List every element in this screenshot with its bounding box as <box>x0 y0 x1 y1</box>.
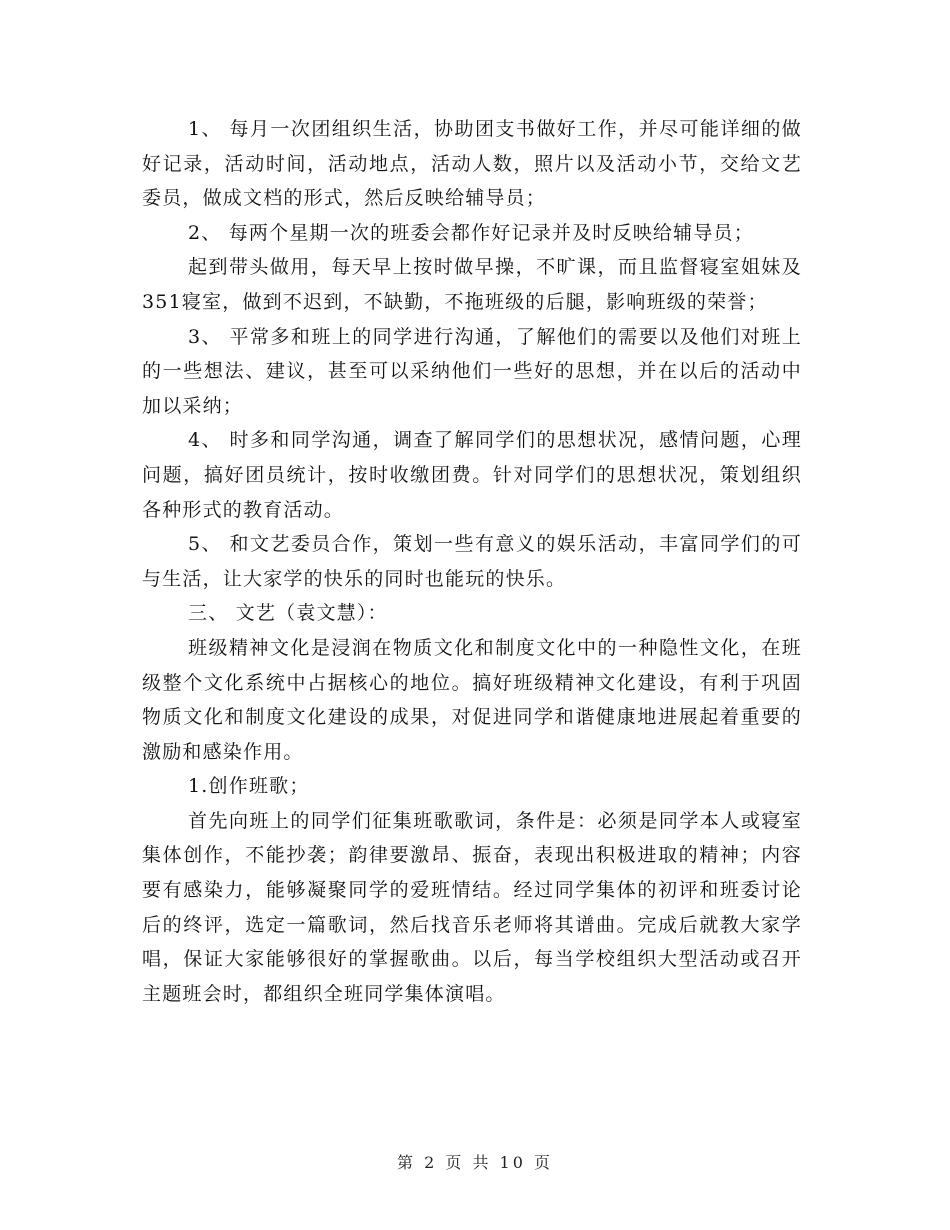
paragraph-5: 4、 时多和同学沟通，调查了解同学们的思想状况，感情问题，心理问题，搞好团员统计，按时收缴团费。针对同学们的思想状况，策划组织各种形式的教育活动。 <box>142 429 802 521</box>
subheading-class-song: 1.创作班歌； <box>188 775 310 798</box>
document-body <box>142 112 802 1011</box>
paragraph-3: 起到带头做用，每天早上按时做早操，不旷课，而且监督寝室姐妹及351寝室，做到不迟到，不缺勤，不拖班级的后腿，影响班级的荣誉； <box>142 256 802 313</box>
page-footer: 第 2 页 共 10 页 <box>397 1153 553 1172</box>
paragraph-6: 5、 和文艺委员合作，策划一些有意义的娱乐活动，丰富同学们的可与生活，让大家学的快乐的同时也能玩的快乐。 <box>142 533 802 590</box>
paragraph-4: 3、 平常多和班上的同学进行沟通，了解他们的需要以及他们对班上的一些想法、建议，甚至可以采纳他们一些好的思想，并在以后的活动中加以采纳； <box>142 325 802 417</box>
paragraph-7: 班级精神文化是浸润在物质文化和制度文化中的一种隐性文化，在班级整个文化系统中占据核心的地位。搞好班级精神文化建设，有利于巩固物质文化和制度文化建设的成果，对促进同学和谐健康地进展起着重要的激励和感染作用。 <box>142 636 802 763</box>
paragraph-8: 首先向班上的同学们征集班歌歌词，条件是：必须是同学本人或寝室集体创作，不能抄袭；韵律要激昂、振奋，表现出积极进取的精神；内容要有感染力，能够凝聚同学的爱班情结。经过同学集体的初评和班委讨论后的终评，选定一篇歌词，然后找音乐老师将其谱曲。完成后就教大家学唱，保证大家能够很好的掌握歌曲。以后，每当学校组织大型活动或召开主题班会时，都组织全班同学集体演唱。 <box>142 809 802 1005</box>
paragraph-1: 1、 每月一次团组织生活，协助团支书做好工作，并尽可能详细的做好记录，活动时间，活动地点，活动人数，照片以及活动小节，交给文艺委员，做成文档的形式，然后反映给辅导员； <box>142 118 802 210</box>
paragraph-2: 2、 每两个星期一次的班委会都作好记录并及时反映给辅导员； <box>188 221 754 244</box>
section-heading-wenyi: 三、 文艺（袁文慧）： <box>188 602 388 625</box>
